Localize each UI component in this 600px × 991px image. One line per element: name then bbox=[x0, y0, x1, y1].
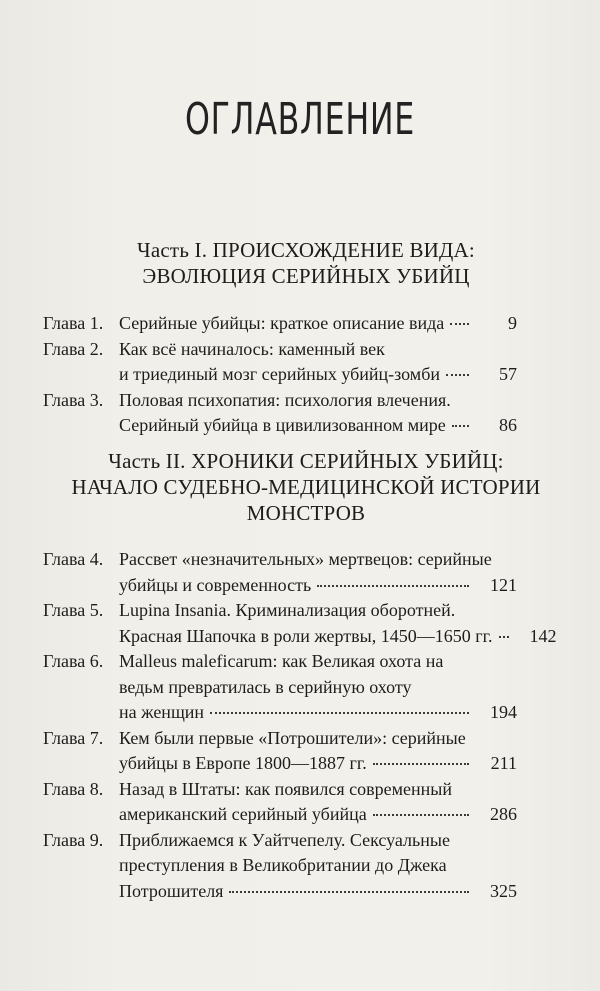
toc-entry-line bbox=[43, 413, 517, 439]
page-title: ОГЛАВЛЕНИЕ bbox=[184, 94, 416, 145]
chapter-label: Глава 6. bbox=[43, 651, 104, 671]
dot-leader bbox=[452, 411, 469, 427]
chapter-title-line: американский серийный убийца bbox=[119, 804, 367, 824]
chapter-title-line: Рассвет «незначительных» мертвецов: серийные bbox=[119, 549, 492, 569]
chapter-title-line: Серийные убийцы: краткое описание вида bbox=[119, 313, 445, 333]
dot-leader bbox=[499, 622, 509, 638]
chapter-title-line: Потрошителя bbox=[119, 880, 224, 901]
toc-entry-line bbox=[43, 311, 517, 337]
toc-entry-line bbox=[43, 828, 517, 854]
toc-entry-line bbox=[43, 362, 517, 388]
toc-entry[interactable] bbox=[43, 828, 517, 905]
dot-leader bbox=[317, 571, 469, 587]
chapter-title-line: Красная Шапочка в роли жертвы, 1450—1650 гг. bbox=[119, 625, 493, 646]
toc-entry-line bbox=[43, 573, 517, 599]
chapter-title-line: убийцы в Европе 1800—1887 гг. bbox=[119, 753, 367, 773]
toc-entry-line bbox=[43, 726, 517, 752]
chapter-title-line: Lupina Insania. Криминализация оборотней. bbox=[119, 600, 456, 620]
toc-entry[interactable] bbox=[43, 388, 517, 439]
page-number: 121 bbox=[490, 574, 517, 595]
part-1-heading-line-2: ЭВОЛЮЦИЯ СЕРИЙНЫХ УБИЙЦ bbox=[142, 264, 470, 288]
part-1-chapter-list bbox=[43, 311, 517, 439]
toc-entry[interactable] bbox=[43, 598, 557, 649]
toc-entry[interactable] bbox=[43, 311, 517, 337]
toc-entry-line bbox=[43, 853, 517, 879]
dot-leader bbox=[373, 800, 469, 816]
chapter-label: Глава 2. bbox=[43, 338, 104, 359]
toc-entry[interactable] bbox=[43, 337, 517, 388]
chapter-label: Глава 4. bbox=[43, 549, 104, 569]
chapter-title-line: на женщин bbox=[119, 702, 205, 722]
chapter-title-line: убийцы и современность bbox=[119, 574, 312, 595]
toc-entry-line bbox=[43, 700, 517, 726]
page-number: 9 bbox=[508, 313, 517, 333]
chapter-title-line: Серийный убийца в цивилизованном мире bbox=[119, 415, 446, 435]
page-number: 194 bbox=[490, 702, 517, 722]
chapter-label: Глава 1. bbox=[43, 313, 104, 333]
chapter-title-line: преступления в Великобритании до Джека bbox=[119, 855, 447, 875]
dot-leader bbox=[450, 309, 469, 325]
part-1-heading-line-1: Часть I. ПРОИСХОЖДЕНИЕ ВИДА: bbox=[137, 238, 475, 262]
page-number: 86 bbox=[499, 415, 517, 435]
chapter-label: Глава 8. bbox=[43, 778, 104, 799]
toc-entry-line bbox=[43, 598, 517, 624]
dot-leader bbox=[373, 749, 469, 765]
chapter-title-line: Назад в Штаты: как появился современный bbox=[119, 778, 452, 799]
page-number: 325 bbox=[490, 880, 517, 901]
chapter-title-line: и триединый мозг серийных убийц-зомби bbox=[119, 364, 440, 384]
page-number: 142 bbox=[529, 625, 557, 646]
toc-entry-line bbox=[43, 337, 517, 363]
chapter-label: Глава 3. bbox=[43, 389, 104, 410]
toc-entry-line bbox=[43, 388, 517, 414]
dot-leader bbox=[210, 698, 469, 714]
dot-leader bbox=[229, 877, 469, 893]
chapter-label: Глава 7. bbox=[43, 727, 104, 748]
chapter-title-line: Кем были первые «Потрошители»: серийные bbox=[119, 727, 466, 748]
chapter-title-line: Как всё начиналось: каменный век bbox=[119, 338, 385, 359]
toc-entry-line bbox=[43, 547, 517, 573]
toc-entry-line bbox=[43, 879, 517, 905]
chapter-title-line: Приближаемся к Уайтчепелу. Сексуальные bbox=[119, 829, 450, 850]
page-number: 211 bbox=[490, 753, 517, 773]
chapter-title-line: ведьм превратилась в серийную охоту bbox=[119, 676, 412, 697]
toc-entry-line bbox=[43, 675, 517, 701]
chapter-label: Глава 9. bbox=[43, 829, 104, 850]
toc-entry-line bbox=[43, 777, 517, 803]
toc-entry[interactable] bbox=[43, 726, 517, 777]
page-number: 286 bbox=[490, 804, 517, 824]
part-2-heading bbox=[60, 448, 552, 526]
part-2-chapter-list bbox=[43, 547, 557, 904]
part-1-heading bbox=[60, 237, 552, 289]
part-2-heading-line-1: Часть II. ХРОНИКИ СЕРИЙНЫХ УБИЙЦ: bbox=[108, 449, 504, 473]
page-number: 57 bbox=[499, 364, 517, 384]
toc-entry[interactable] bbox=[43, 547, 517, 598]
part-2-heading-line-3: МОНСТРОВ bbox=[246, 501, 366, 525]
part-2-heading-line-2: НАЧАЛО СУДЕБНО-МЕДИЦИНСКОЙ ИСТОРИИ bbox=[71, 475, 541, 499]
toc-entry-line bbox=[43, 751, 517, 777]
dot-leader bbox=[446, 360, 469, 376]
chapter-label: Глава 5. bbox=[43, 600, 104, 620]
toc-entry-line bbox=[43, 624, 557, 650]
toc-entry[interactable] bbox=[43, 777, 517, 828]
toc-entry-line bbox=[43, 649, 517, 675]
toc-entry[interactable] bbox=[43, 649, 517, 726]
chapter-title-line: Malleus maleficarum: как Великая охота на bbox=[119, 651, 444, 671]
chapter-title-line: Половая психопатия: психология влечения. bbox=[119, 389, 451, 410]
toc-entry-line bbox=[43, 802, 517, 828]
